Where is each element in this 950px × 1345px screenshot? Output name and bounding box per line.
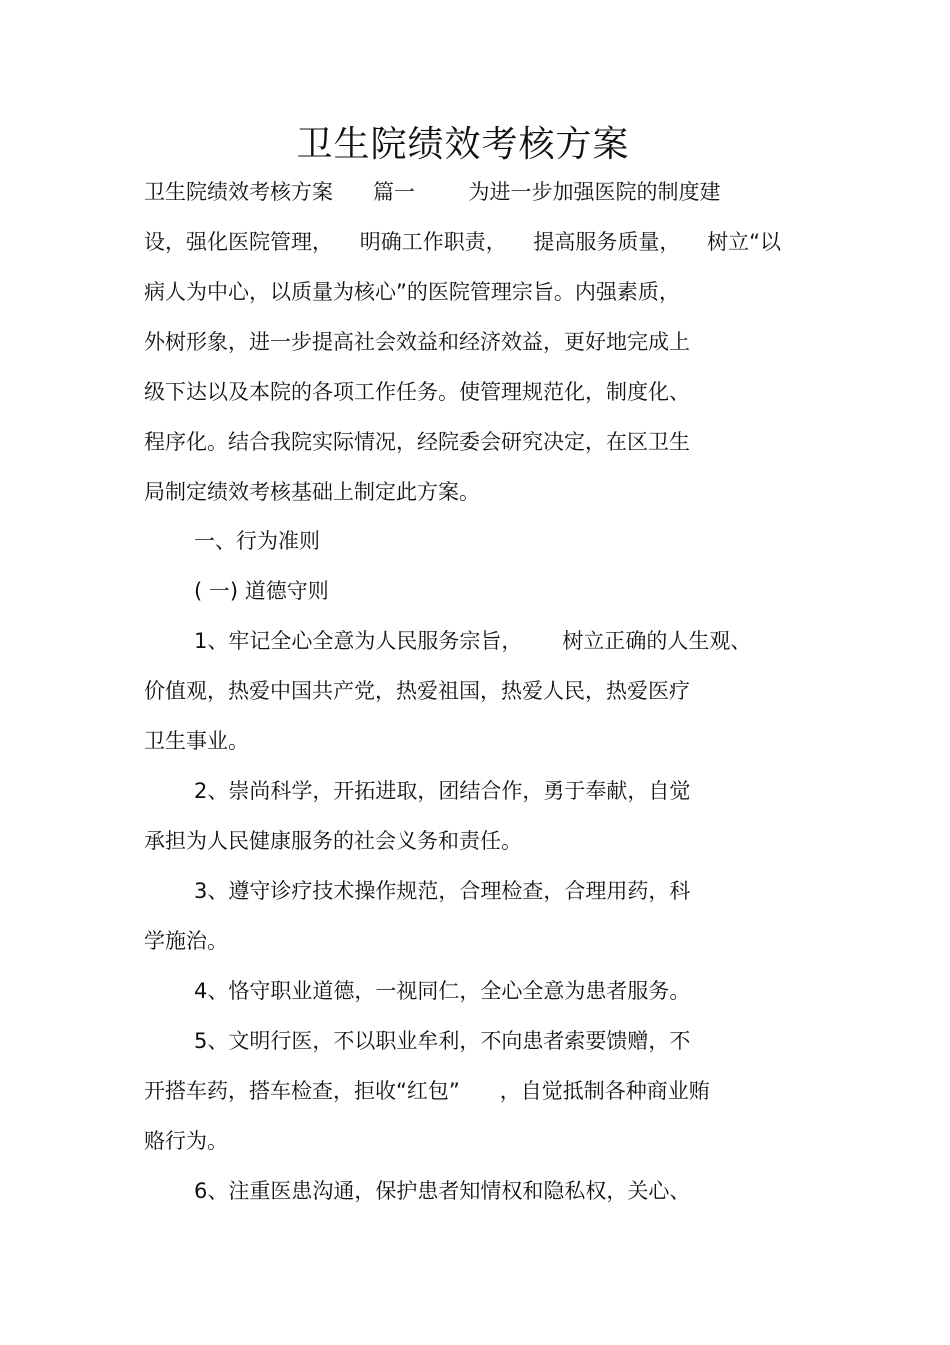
list-item-line: 6、注重医患沟通，保护患者知情权和隐私权，关心、 xyxy=(194,1179,691,1203)
section-heading: 一、行为准则 xyxy=(194,529,320,553)
list-item-line: 卫生事业。 xyxy=(144,729,249,753)
list-item-line: 2、崇尚科学，开拓进取，团结合作，勇于奉献，自觉 xyxy=(194,779,691,803)
paragraph-line: 程序化。结合我院实际情况，经院委会研究决定，在区卫生 xyxy=(144,430,690,454)
paragraph-line: 级下达以及本院的各项工作任务。使管理规范化，制度化、 xyxy=(144,380,690,404)
list-item-line: 1、牢记全心全意为人民服务宗旨， 树立正确的人生观、 xyxy=(194,629,752,653)
list-item-line: 3、遵守诊疗技术操作规范，合理检查，合理用药，科 xyxy=(194,879,691,903)
paragraph-line: 设，强化医院管理， 明确工作职责， 提高服务质量， 树立“以 xyxy=(144,230,781,254)
paragraph-line: 卫生院绩效考核方案 篇一 为进一步加强医院的制度建 xyxy=(144,180,721,204)
paragraph-line: 外树形象，进一步提高社会效益和经济效益，更好地完成上 xyxy=(144,330,690,354)
list-item-line: 学施治。 xyxy=(144,929,228,953)
list-item-line: 4、恪守职业道德，一视同仁，全心全意为患者服务。 xyxy=(194,979,691,1003)
list-item-line: 承担为人民健康服务的社会义务和责任。 xyxy=(144,829,522,853)
document-title: 卫生院绩效考核方案 xyxy=(296,124,630,165)
paragraph-line: 病人为中心，以质量为核心”的医院管理宗旨。内强素质， xyxy=(144,280,680,304)
paragraph-line: 局制定绩效考核基础上制定此方案。 xyxy=(144,480,480,504)
list-item-line: 5、文明行医，不以职业牟利，不向患者索要馈赠，不 xyxy=(194,1029,691,1053)
list-item-line: 开搭车药，搭车检查，拒收“红包” ，自觉抵制各种商业贿 xyxy=(144,1079,710,1103)
subsection-heading: ( 一) 道德守则 xyxy=(194,579,329,603)
list-item-line: 赂行为。 xyxy=(144,1129,228,1153)
list-item-line: 价值观，热爱中国共产党，热爱祖国，热爱人民，热爱医疗 xyxy=(144,679,690,703)
